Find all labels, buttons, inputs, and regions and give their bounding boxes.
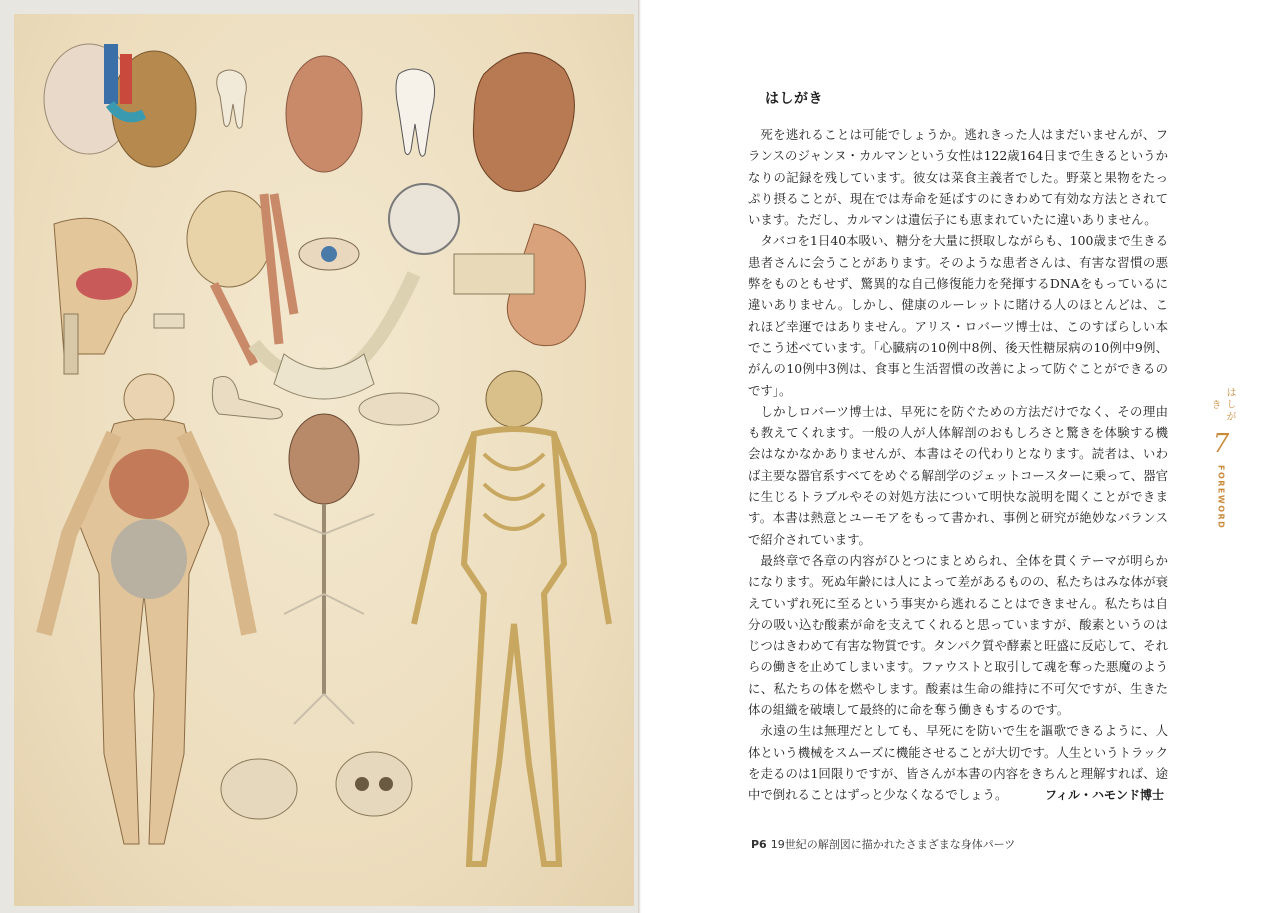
tooth-illustration [217,70,247,128]
figure-caption [751,836,1015,852]
vertebra-illustration [154,314,184,328]
paragraph: タバコを1日40本吸い、糖分を大量に摂取しながらも、100歳まで生きる患者さんに会うことがあります。そのような患者さんは、有害な習慣の悪弊をものともせず、驚異的な自己修復能力を発揮するDNAをもっているに違いありません。しかし、健康のルーレットに賭ける人のほとんどは、これほど幸運ではありません。アリス・ロバーツ博士は、このすばらしい本でこう述べています。「心臓病の10例中8例、後天性糖尿病の10例中9例、がんの10例中3例は、食事と生活習慣の改善によって防ぐことができるのです」。 [748,233,1168,398]
running-head-english: FOREWORD [1216,465,1226,530]
muscular-figure-illustration [44,374,249,844]
caption-text: 19世紀の解剖図に描かれたさまざまな身体パーツ [770,838,1016,851]
foreword-body [748,124,1168,806]
running-head [1207,385,1235,529]
tongue-illustration [286,56,362,172]
page-number: 7 [1212,429,1230,459]
running-head-chapter: はしがき [1209,387,1235,423]
lungs-illustration [44,44,196,167]
nervous-system-illustration [274,414,374,724]
paragraph: 永遠の生は無理だとしても、早死にを防いで生を謳歌できるように、人体という機械をスムーズに機能させることが大切です。人生というトラックを走るのは1回限りですが、皆さんが本書の内容をきちんと理解すれば、途中で倒れることはずっと少なくなるでしょう。 [748,723,1168,803]
foreword-heading: はしがき [765,91,823,107]
paragraph: しかしロバーツ博士は、早死にを防ぐための方法だけでなく、その理由も教えてくれます。一般の人が人体解剖のおもしろさと驚きを体験する機会はなかなかありませんが、本書はその代わりとなります。読者は、いわば主要な器官系すべてをめぐる解剖学のジェットコースターに乗って、器官に生じるトラブルやその対処方法について明快な説明を聞くことができます。本書は熱意とユーモアをもって書かれ、事例と研究が絶妙なバランスで紹介されています。 [748,403,1168,547]
author-signature: フィル・ハモンド博士 [1044,788,1164,802]
tooth-section-illustration [396,69,435,156]
paragraph: 最終章で各章の内容がひとつにまとめられ、全体を貫くテーマが明らかになります。死ぬ年齢には人によって差があるものの、私たちはみな体が衰えていずれ死に至るという事実から逃れることはできません。私たちは自分の吸い込む酸素が命を支えてくれると思っていますが、酸素というのはじつはきわめて有害な物質です。タンパク質や酵素と旺盛に反応して、それらの働きを止めてしまいます。ファウストと取引して魂を奪った悪魔のように、私たちの体を燃やします。酸素は生命の維持に不可欠ですが、生きた体の組織を破壊して最終的に命を奪う働きもするのです。 [748,552,1168,718]
heart-illustration [473,53,574,192]
foot-illustration [212,377,282,420]
anatomical-plate-image [14,14,634,906]
paragraph: 死を逃れることは可能でしょうか。逃れきった人はまだいませんが、フランスのジャンヌ・カルマンという女性は122歳164日まで生きるというかなりの記録を残しています。彼女は菜食主義者でした。野菜と果物をたっぷり摂ることが、現在では寿命を延ばすのにきわめて有効な方法とされています。ただし、カルマンは遺伝子にも恵まれていたに違いありません。 [748,127,1168,228]
atlas-vertebra-illustration [359,393,439,425]
right-page [641,0,1280,913]
caption-page-ref: P6 [751,838,767,851]
eye-muscles-illustration [187,191,271,287]
skull-side-illustration [221,759,297,819]
skeleton-illustration [414,371,609,864]
skull-front-illustration [336,752,412,816]
eyeball-section-illustration [389,184,459,254]
